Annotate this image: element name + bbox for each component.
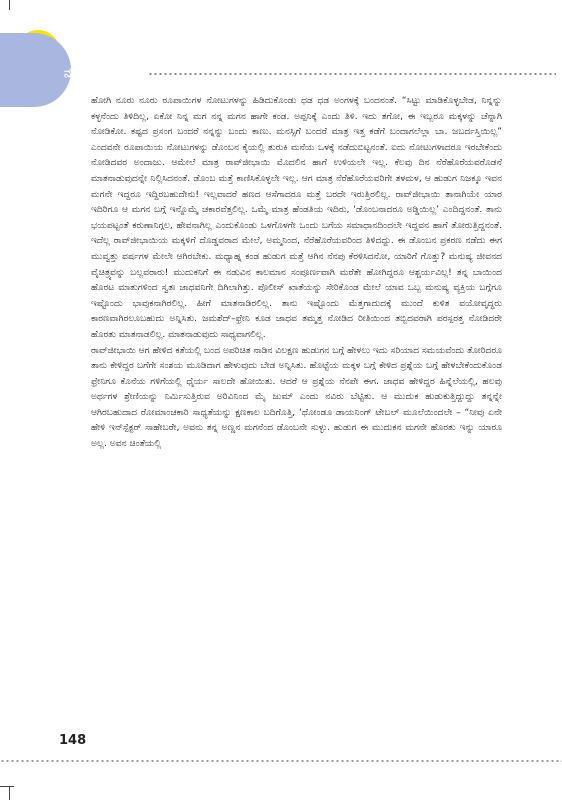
paragraph: ರಾವ್‌ಜೀಭಾಯಿ ಆಗ ಹೇಳಿದ ಕತೆಯಲ್ಲಿ ಬಂದ ಅಪರಿಚಿತ ನಾಡಿನ ವಿಲಕ್ಷಣ ಹುಡುಗನ ಬಗ್ಗೆ ಹೇಳಲು ಇದು ಸರಿಯಾದ ಸಮಯವೆಂದು ತೋರಿದರೂ ತಾನು ಕೇಳಿದ್ದರ ಬಗೆಗೇ ಸಂಶಯ ಮೂಡಿದಾಗ ಹೇಳುವುದು ಬೇಡ ಅನ್ನಿಸಿತು. ಹೊಟ್ಟೆಯ ಮಕ್ಕಳ ಬಗ್ಗೆ ಕೇಳಿದ ಪ್ರಶ್ನೆಯ ಬಗ್ಗೆ ಹೇಳಬೇಕೆಂದುಕೊಂಡ ಫ್ರೇನಿಗೂ ಕೊನೆಯ ಗಳಿಗೆಯಲ್ಲಿ ಧೈರ್ಯ ಸಾಲದೇ ಹೋಯಿತು. ಆದರೆ ಆ ಪ್ರಶ್ನೆಯ ನೆನಪೇ ಈಗ. ಜಾಧವ ಹೇಳಿದ್ದರ ಹಿನ್ನೆಲೆಯಲ್ಲಿ, ಹಲವು ಅರ್ಥಗಳ ಶ್ರೇಣಿಯನ್ನು ನಿರ್ಮಿಸುತ್ತಿರುವ ಅರಿವಿನಿಂದ ಮೈ ಜುಮ್ ಎಂದು ನವಿರು ಬೆಟ್ಟಿತು. ಆ ಮುದುಕ ಹುಡುಕುತ್ತಿದ್ದುದ್ದು ತನ್ನನ್ನೇ ಆಗಿರಬಹುದಾದ ರೋಮಾಂಚಕಾರಿ ಸಾಧ್ಯತೆಯನ್ನು ಕ್ಷಣಕಾಲ ಬದಿಗೊತ್ತಿ, ‘ಥೋಂಡೂ ಡಾಯನಿಂಗ್ ಟೇಬಲ್ ಮೂಲೆಯಿಂದಲೇ – “ನೀವು ಏನೇ ಹೇಳಿ ಇನ್‌ಸ್ಪೆಕ್ಟರ್ ಸಾಹೇಬರೇ, ಅವನು ತನ್ನ ಅಣ್ಣನ ಮಗನೆಂದ ಡೊಂಬನೇ ಸುಳ್ಳು. ಹುಡುಗ ಈ ಮುದುಕನ ಮಗನೇ ಹೊರತು ಇನ್ನು ಯಾರೂ ಅಲ್ಲ. ಅವನ ಚಿಂತೆಯಲ್ಲಿ: [91, 345, 502, 450]
paragraph: ಹೋಗಿ ನೂರು ನೂರು ರೂಪಾಯಿಗಳ ನೋಟುಗಳನ್ನು ಹಿಡಿದುಕೊಂಡು ಧಡ ಧಡ ಅಂಗಳಕ್ಕೆ ಬಂದನಂತೆ. “ಸಿಟ್ಟು ಮಾಡಿಕೊಳ್ಳಬೇಡ, ನಿನ್ನನ್ನು ಕಳ್ಳನೆಂದು ತಿಳಿದಿಲ್ಲ, ಏಕೋ ನಿನ್ನ ಮಗ ನನ್ನ ಮಗನ ಹಾಗೇ ಕಂಡ. ಅಪ್ಪನಿಕ್ಕೆ ಎಂದು ತಿಳಿ. ಇದು ತಗೋ, ಈ ಇಬ್ಬರೂ ಮಕ್ಕಳನ್ನು ಚೆನ್ನಾಗಿ ನೋಡಿಕೋ. ಕಷ್ಟದ ಪ್ರಸಂಗ ಬಂದರೆ ನನ್ನನ್ನು ಬಂದು ಕಾಣು. ಮನಸ್ಸಿಗೆ ಬಂದರೆ ಮಾತ್ರ ಇತ್ತ ಕಡೆಗೆ ಬಂದಾಗಲೆಲ್ಲಾ ಬಾ. ಜಬರ್ದಸ್ತಿಯಿಲ್ಲ” ಎಂದವನೇ ರೂಪಾಯಿಯ ನೋಟುಗಳನ್ನು ಡೊಂಬನ ಕೈಯಲ್ಲಿ ತುರುಕಿ ಮನೆಯ ಒಳಕ್ಕೆ ನಡೆದುಬಿಟ್ಟನಂತೆ. ಐದು ನೋಟುಗಳಾದರೂ ಇರಬೇಕೆಂದು ನೋಡಿದವರ ಅಂದಾಜು. ಆಮೇಲೆ ಮಾತ್ರ ರಾವ್‌ಜೀಭಾಯಿ ಮೊದಲಿನ ಹಾಗೆ ಉಳಿಯಲೇ ಇಲ್ಲ. ಕೆಲವು ದಿನ ನೆರೆಹೊರೆಯವರೊಡನೆ ಮಾತನಾಡುವುದನ್ನೇ ನಿಲ್ಲಿಸಿದನಂತೆ. ಡೊಂಬ ಮತ್ತೆ ಕಾಣಿಸಿಕೊಳ್ಳಲೇ ಇಲ್ಲ. ಆಗ ಮಾತ್ರ ನೆರೆಹೊರೆಯವರಿಗೇ ತಳಮಳ, ಆ ಹುಡುಗ ನಿಜಕ್ಕೂ ಇವನ ಮಗನೇ ಇದ್ದರೂ ಇದ್ದಿರಬಹುದೇನು! ಇಲ್ಲವಾದರೆ ಹಣದ ಆಸೆಗಾದರೂ ಮತ್ತೆ ಬರದೇ ಇರುತ್ತಿರಲಿಲ್ಲ. ರಾವ್‌ಜೀಭಾಯಿ ತಾನಾಗಿಯೇ ಯಾರ ಇದಿರಿಗೂ ಆ ಮಗನ ಬಗ್ಗೆ ಇನ್ನೊಮ್ಮೆ ಚಕಾರವೆತ್ತಲಿಲ್ಲ. ಒಮ್ಮೆ ಮಾತ್ರ ಹೆಂಡತಿಯ ಇದಿರು, ‘ಡೊಂಬನಾದರೂ ಅಡ್ಡಿಯಿಲ್ಲ’ ಎಂದಿದ್ದನಂತೆ. ತಾನು ಭಯಪಟ್ಟಂತೆ ಕರುಣಾನಿಗ್ಗಲ, ಹೇವನಾಗಿಲ್ಲ ಎಂದುಕೊಂಡು ಒಳಗೊಳಗೇ ಒಂದು ಬಗೆಯ ಸಮಾಧಾನದಿಂದಲೇ ಇದ್ದವನ ಹಾಗೆ ತೋರುತ್ತಿದ್ದನಂತೆ. ಇದೆಲ್ಲ ರಾವ್‌ಜೀಭಾಯಿಯ ಮಕ್ಕಳಿಗೆ ದೊಡ್ಡವರಾದ ಮೇಲೆ, ಅಮ್ಮನಿಂದ, ನೆರೆಹೊರೆಯವರಿಂದ ತಿಳಿದದ್ದು. ಈ ಡೊಂಬನ ಪ್ರಕರಣ ನಡೆದು ಈಗ ಮುವ್ವತ್ತು ವರ್ಷಗಳ ಮೇಲೇ ಆಗಿರಬೇಕು. ಮಧ್ಯಾಹ್ನ ಕಂಡ ಹುಡುಗ ಮತ್ತೆ ಆಗಿನ ನೆನಪು ಕೆರಳಿಸಿದನೋ, ಯಾರಿಗೆ ಗೊತ್ತು? ಮನುಷ್ಯ ಜೀವನದ ವೈಚಿತ್ರ್ಯವನ್ನು ಬಲ್ಲವರಾರು! ಮುದುಕನಿಗೆ ಈ ನಡುವಿನ ಕಾಲಮಾನ ಸಂಪೂರ್ಣವಾಗಿ ಮರೆತೇ ಹೋಗಿದ್ದರೂ ಆಶ್ಚರ್ಯವಿಲ್ಲ! ತನ್ನ ಬಾಯಿಂದ ಹೊರಟ ಮಾತುಗಳಿಂದ ಸ್ವತಃ ಜಾಧವನಿಗೇ ದಿಗಿಲಾಗಿತ್ತು. ಪೊಲೀಸ್ ಖಾತೆಯನ್ನು ಸೇರಿಕೊಂಡ ಮೇಲೆ ಯಾವ ಒಬ್ಬ ಮನುಷ್ಯ ವ್ಯಕ್ತಿಯ ಬಗ್ಗೆಗೂ ಇಷ್ಟೊಂದು ಭಾವುಕನಾಗಿರಲಿಲ್ಲ. ಹೀಗೆ ಮಾತನಾಡಿರಲಿಲ್ಲ. ತಾನು ಇಷ್ಟೊಂದು ಮೆತ್ತಗಾದುದಕ್ಕೆ ಮುಂದೆ ಕುಳಿತ ವಯೋವೃದ್ಧರು ಕಾರಣವಾಗಿರಲೂಬಹುದು ಅನ್ನಿಸಿತು. ಜಮಶೆದ್–ಫ್ರೇನಿ ಕೂಡ ಜಾಧವ ತಮ್ಮತ್ತ ನೋಡಿದ ರೀತಿಯಿಂದ ತಬ್ಬಿದವರಾಗಿ ಪರಸ್ಪರತ್ತ ನೋಡಿದರೇ ಹೊರತು ಮಾತನಾಡಲಿಲ್ಲ. ಮಾತನಾಡುವುದು ಸಾಧ್ಯವಾಗಲಿಲ್ಲ.: [91, 96, 502, 340]
header-dotted-rule: [148, 73, 556, 75]
crop-mark-bottom-left-h: [0, 786, 14, 787]
crop-mark-bottom-left: [9, 786, 10, 800]
footer-dotted-rule: [0, 760, 562, 762]
article-body: [91, 94, 502, 453]
header-decoration: [0, 0, 80, 110]
page-number: 148: [59, 733, 87, 748]
section-title: ನವಿಲುಗರಿ: [64, 66, 112, 81]
